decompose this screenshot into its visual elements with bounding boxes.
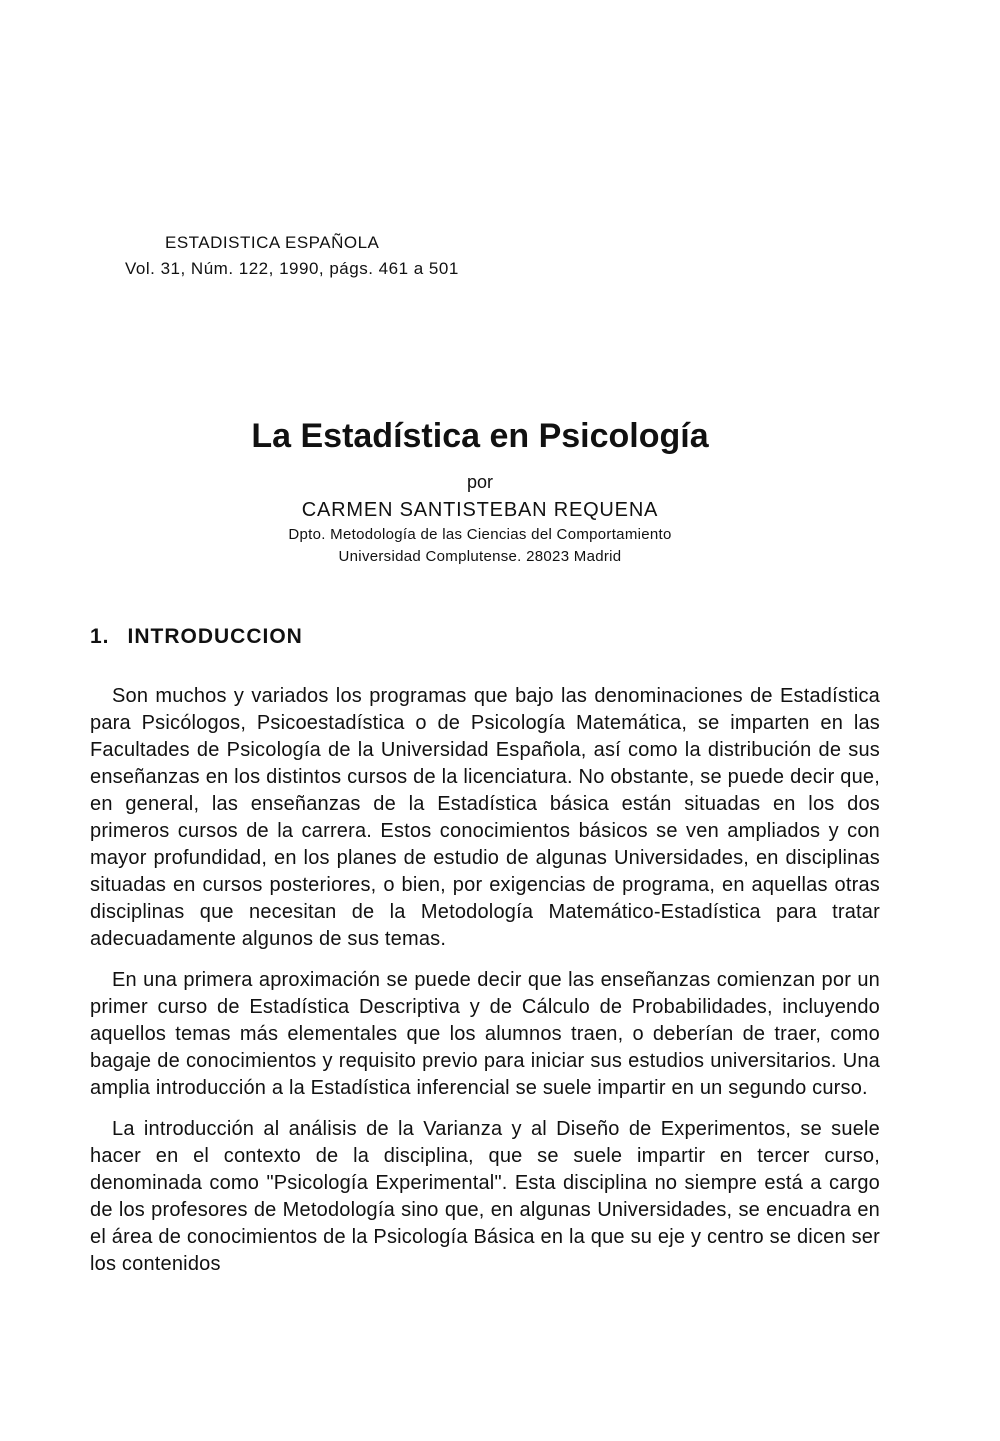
section-title: INTRODUCCION [127, 625, 303, 648]
body-text [90, 683, 880, 1292]
section-number: 1. [90, 625, 110, 648]
paragraph: En una primera aproximación se puede decir que las enseñanzas comienzan por un primer curso de Estadística Descriptiva y de Cálculo de Probabilidades, incluyendo aquellos temas más elementales que los alumnos traen, o deberían de traer, como bagaje de conocimientos y requisito previo para iniciar sus estudios universitarios. Una amplia introducción a la Estadística inferencial se suele impartir en un segundo curso. [90, 969, 880, 1099]
journal-name: ESTADISTICA ESPAÑOLA [165, 233, 380, 252]
by-line: por [466, 472, 493, 492]
author-name: CARMEN SANTISTEBAN REQUENA [301, 499, 659, 521]
affiliation-department: Dpto. Metodología de las Ciencias del Comportamiento [288, 526, 672, 543]
affiliation-university: Universidad Complutense. 28023 Madrid [338, 548, 622, 565]
section-heading [90, 625, 303, 649]
title-block [0, 412, 960, 568]
paper-title: La Estadística en Psicología [251, 417, 709, 455]
paragraph: Son muchos y variados los programas que bajo las denominaciones de Estadística para Psicólogos, Psicoestadística o de Psicología Matemática, se imparten en las Facultades de Psicología de la Universidad Española, así como la distribución de sus enseñanzas en los distintos cursos de la licenciatura. No obstante, se puede decir que, en general, las enseñanzas de la Estadística básica están situadas en los dos primeros cursos de la carrera. Estos conocimientos básicos se ven ampliados y con mayor profundidad, en los planes de estudio de algunas Universidades, en disciplinas situadas en cursos posteriores, o bien, por exigencias de programa, en aquellas otras disciplinas que necesitan de la Metodología Matemático-Estadística para tratar adecuadamente algunos de sus temas. [90, 685, 880, 950]
paragraph: La introducción al análisis de la Varianza y al Diseño de Experimentos, se suele hacer en el contexto de la disciplina, que se suele impartir en tercer curso, denominada como "Psicología Experimental". Esta disciplina no siempre está a cargo de los profesores de Metodología sino que, en algunas Universidades, se encuadra en el área de conocimientos de la Psicología Básica en la que su eje y centro se dicen ser los contenidos [90, 1118, 880, 1275]
journal-citation: Vol. 31, Núm. 122, 1990, págs. 461 a 501 [125, 259, 459, 278]
journal-header [125, 230, 459, 282]
